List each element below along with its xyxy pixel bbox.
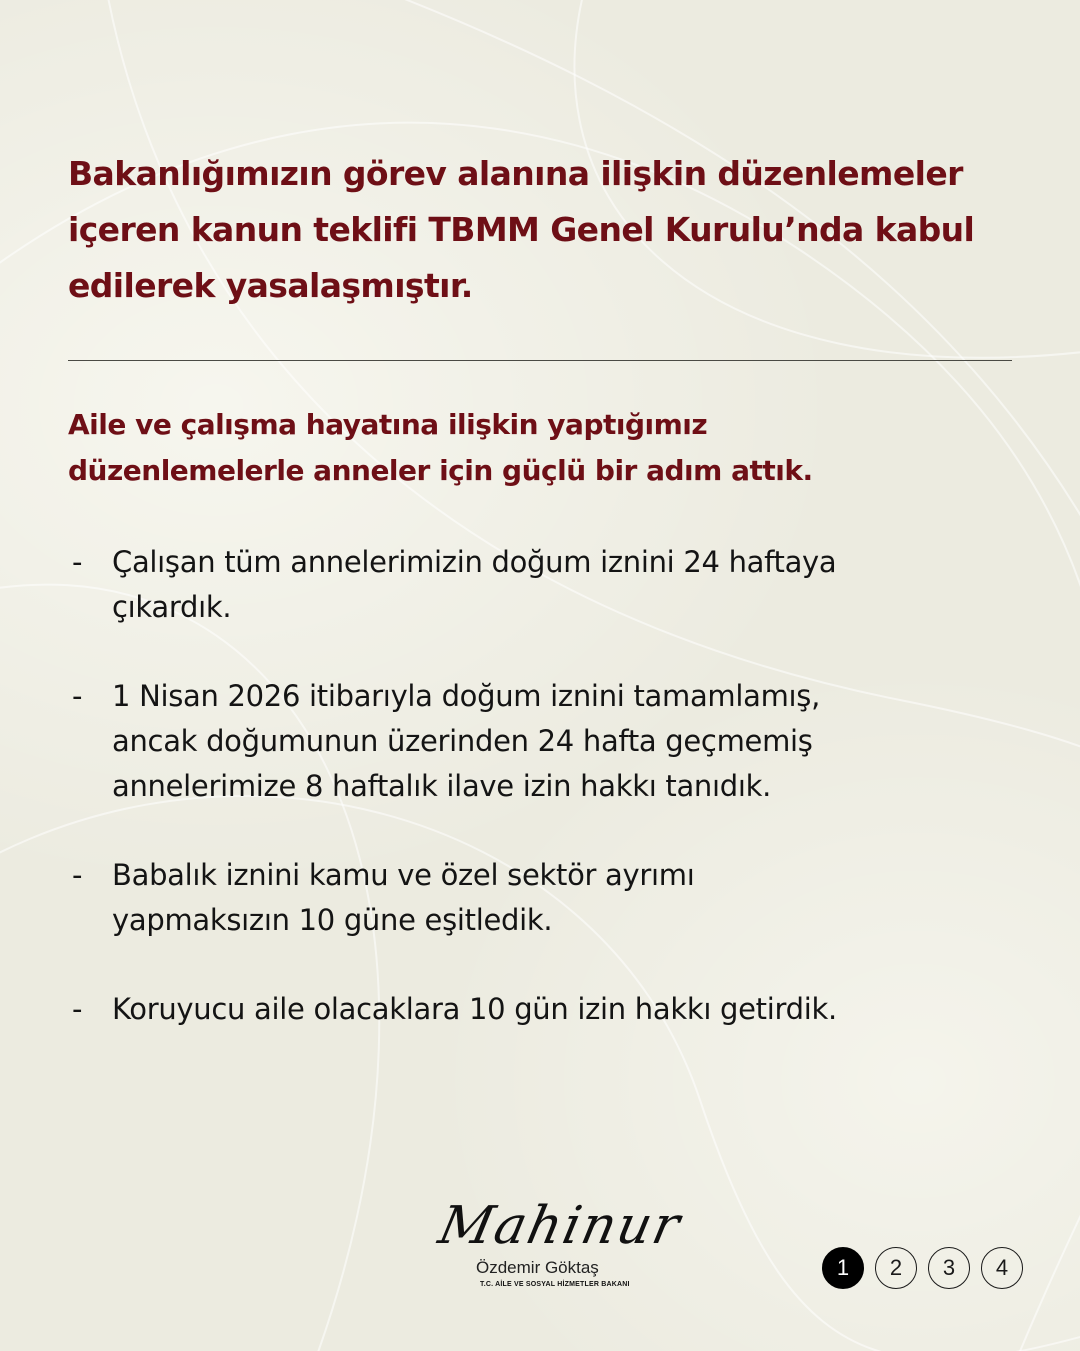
- signature-logo: [433, 1184, 687, 1294]
- subtitle: [68, 402, 1008, 494]
- page-indicator-1[interactable]: 1: [822, 1247, 864, 1289]
- item-text-line: annelerimize 8 haftalık ilave izin hakkı tanıdık.: [112, 769, 772, 803]
- list-item: [70, 540, 1010, 630]
- signature-name: Özdemir Göktaş: [476, 1258, 599, 1277]
- subtitle-line-1: Aile ve çalışma hayatına ilişkin yaptığımız: [68, 408, 708, 441]
- subtitle-line-2: düzenlemelerle anneler için güçlü bir adım attık.: [68, 454, 813, 487]
- page-indicator-2[interactable]: 2: [875, 1247, 917, 1289]
- item-text-line: Koruyucu aile olacaklara 10 gün izin hakkı getirdik.: [112, 992, 837, 1026]
- item-text-line: ancak doğumunun üzerinden 24 hafta geçmemiş: [112, 724, 813, 758]
- page-title: [68, 146, 1018, 314]
- item-text-line: 1 Nisan 2026 itibarıyla doğum iznini tamamlamış,: [112, 679, 821, 713]
- dash-bullet-icon: -: [72, 858, 83, 892]
- item-text-line: çıkardık.: [112, 590, 232, 624]
- dash-bullet-icon: -: [72, 992, 83, 1026]
- pagination: [822, 1247, 1023, 1289]
- title-line-2: içeren kanun teklifi TBMM Genel Kurulu’nda kabul: [68, 210, 975, 249]
- dash-bullet-icon: -: [72, 679, 83, 713]
- page-indicator-4[interactable]: 4: [981, 1247, 1023, 1289]
- title-line-3: edilerek yasalaşmıştır.: [68, 266, 473, 305]
- list-item: [70, 987, 1010, 1032]
- item-text-line: Babalık iznini kamu ve özel sektör ayrımı: [112, 858, 695, 892]
- list-item: [70, 674, 1010, 809]
- bullet-list: [70, 540, 1010, 1076]
- list-item: [70, 853, 1010, 943]
- divider: [68, 360, 1012, 361]
- item-text-line: yapmaksızın 10 güne eşitledik.: [112, 903, 553, 937]
- signature-script: Mahinur: [433, 1196, 687, 1256]
- item-text-line: Çalışan tüm annelerimizin doğum iznini 24 haftaya: [112, 545, 837, 579]
- dash-bullet-icon: -: [72, 545, 83, 579]
- page-indicator-3[interactable]: 3: [928, 1247, 970, 1289]
- signature-title: T.C. AİLE VE SOSYAL HİZMETLER BAKANI: [480, 1281, 630, 1288]
- title-line-1: Bakanlığımızın görev alanına ilişkin düzenlemeler: [68, 154, 963, 193]
